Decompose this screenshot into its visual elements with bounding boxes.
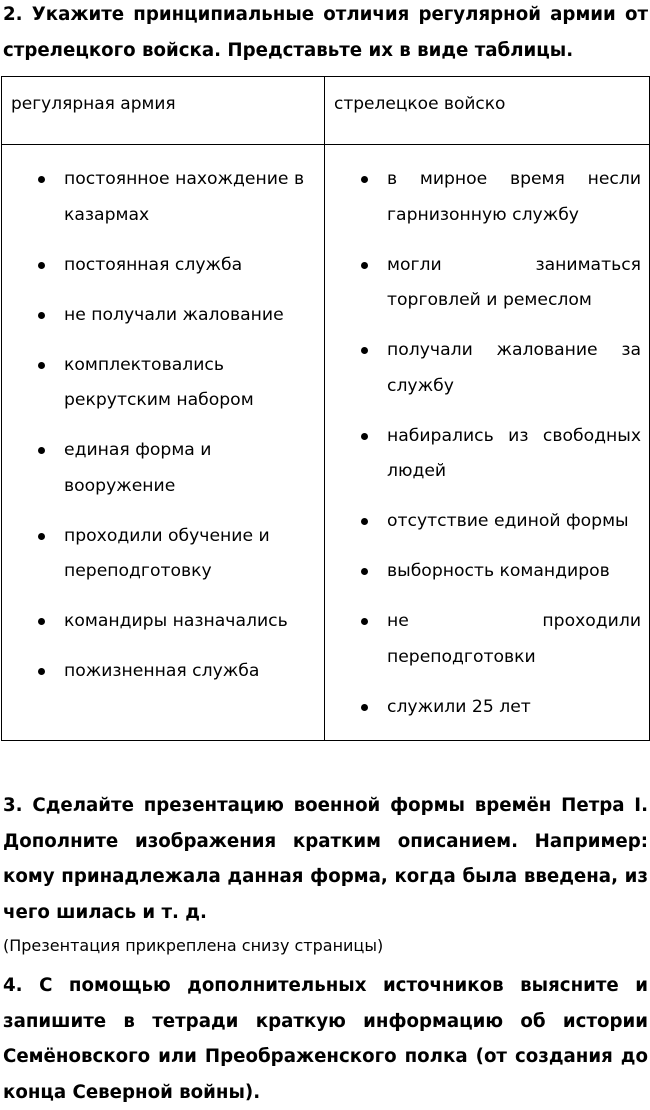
header-regular-army: регулярная армия: [2, 77, 325, 145]
list-item: выборность командиров: [325, 554, 649, 590]
list-item: могли заниматься торговлей и ремеслом: [325, 248, 649, 319]
regular-army-list: [2, 162, 324, 690]
table-header-row: [2, 77, 650, 145]
presentation-note: (Презентация прикреплена снизу страницы): [3, 936, 384, 955]
list-item: проходили обучение и переподготовку: [2, 519, 324, 590]
list-item: постоянное нахождение в казармах: [2, 162, 324, 233]
task-2-heading: 2. Укажите принципиальные отличия регулярной армии от стрелецкого войска. Представьте их в виде таблицы.: [3, 4, 648, 61]
header-streltsy: стрелецкое войско: [325, 77, 650, 145]
task-3-heading: 3. Сделайте презентацию военной формы времён Петра I. Дополните изображения кратким описанием. Например: кому принадлежала данная форма, когда была введена, из чего шилась и т. д.: [3, 795, 648, 923]
streltsy-cell: [325, 145, 650, 741]
list-item: единая форма и вооружение: [2, 433, 324, 504]
table-body-row: [2, 145, 650, 741]
list-item: служили 25 лет: [325, 690, 649, 726]
list-item: командиры назначались: [2, 604, 324, 640]
regular-army-cell: [2, 145, 325, 741]
streltsy-list: [325, 162, 649, 725]
list-item: в мирное время несли гарнизонную службу: [325, 162, 649, 233]
list-item: получали жалование за службу: [325, 333, 649, 404]
list-item: постоянная служба: [2, 248, 324, 284]
task-4-heading: 4. С помощью дополнительных источников выясните и запишите в тетради краткую информацию об истории Семёновского или Преображенского полка (от создания до конца Северной войны).: [3, 975, 648, 1103]
list-item: отсутствие единой формы: [325, 504, 649, 540]
list-item: набирались из свободных людей: [325, 419, 649, 490]
comparison-table: [1, 76, 650, 741]
list-item: пожизненная служба: [2, 654, 324, 690]
list-item: комплектовались рекрутским набором: [2, 348, 324, 419]
list-item: не получали жалование: [2, 298, 324, 334]
list-item: не проходили переподготовки: [325, 604, 649, 675]
